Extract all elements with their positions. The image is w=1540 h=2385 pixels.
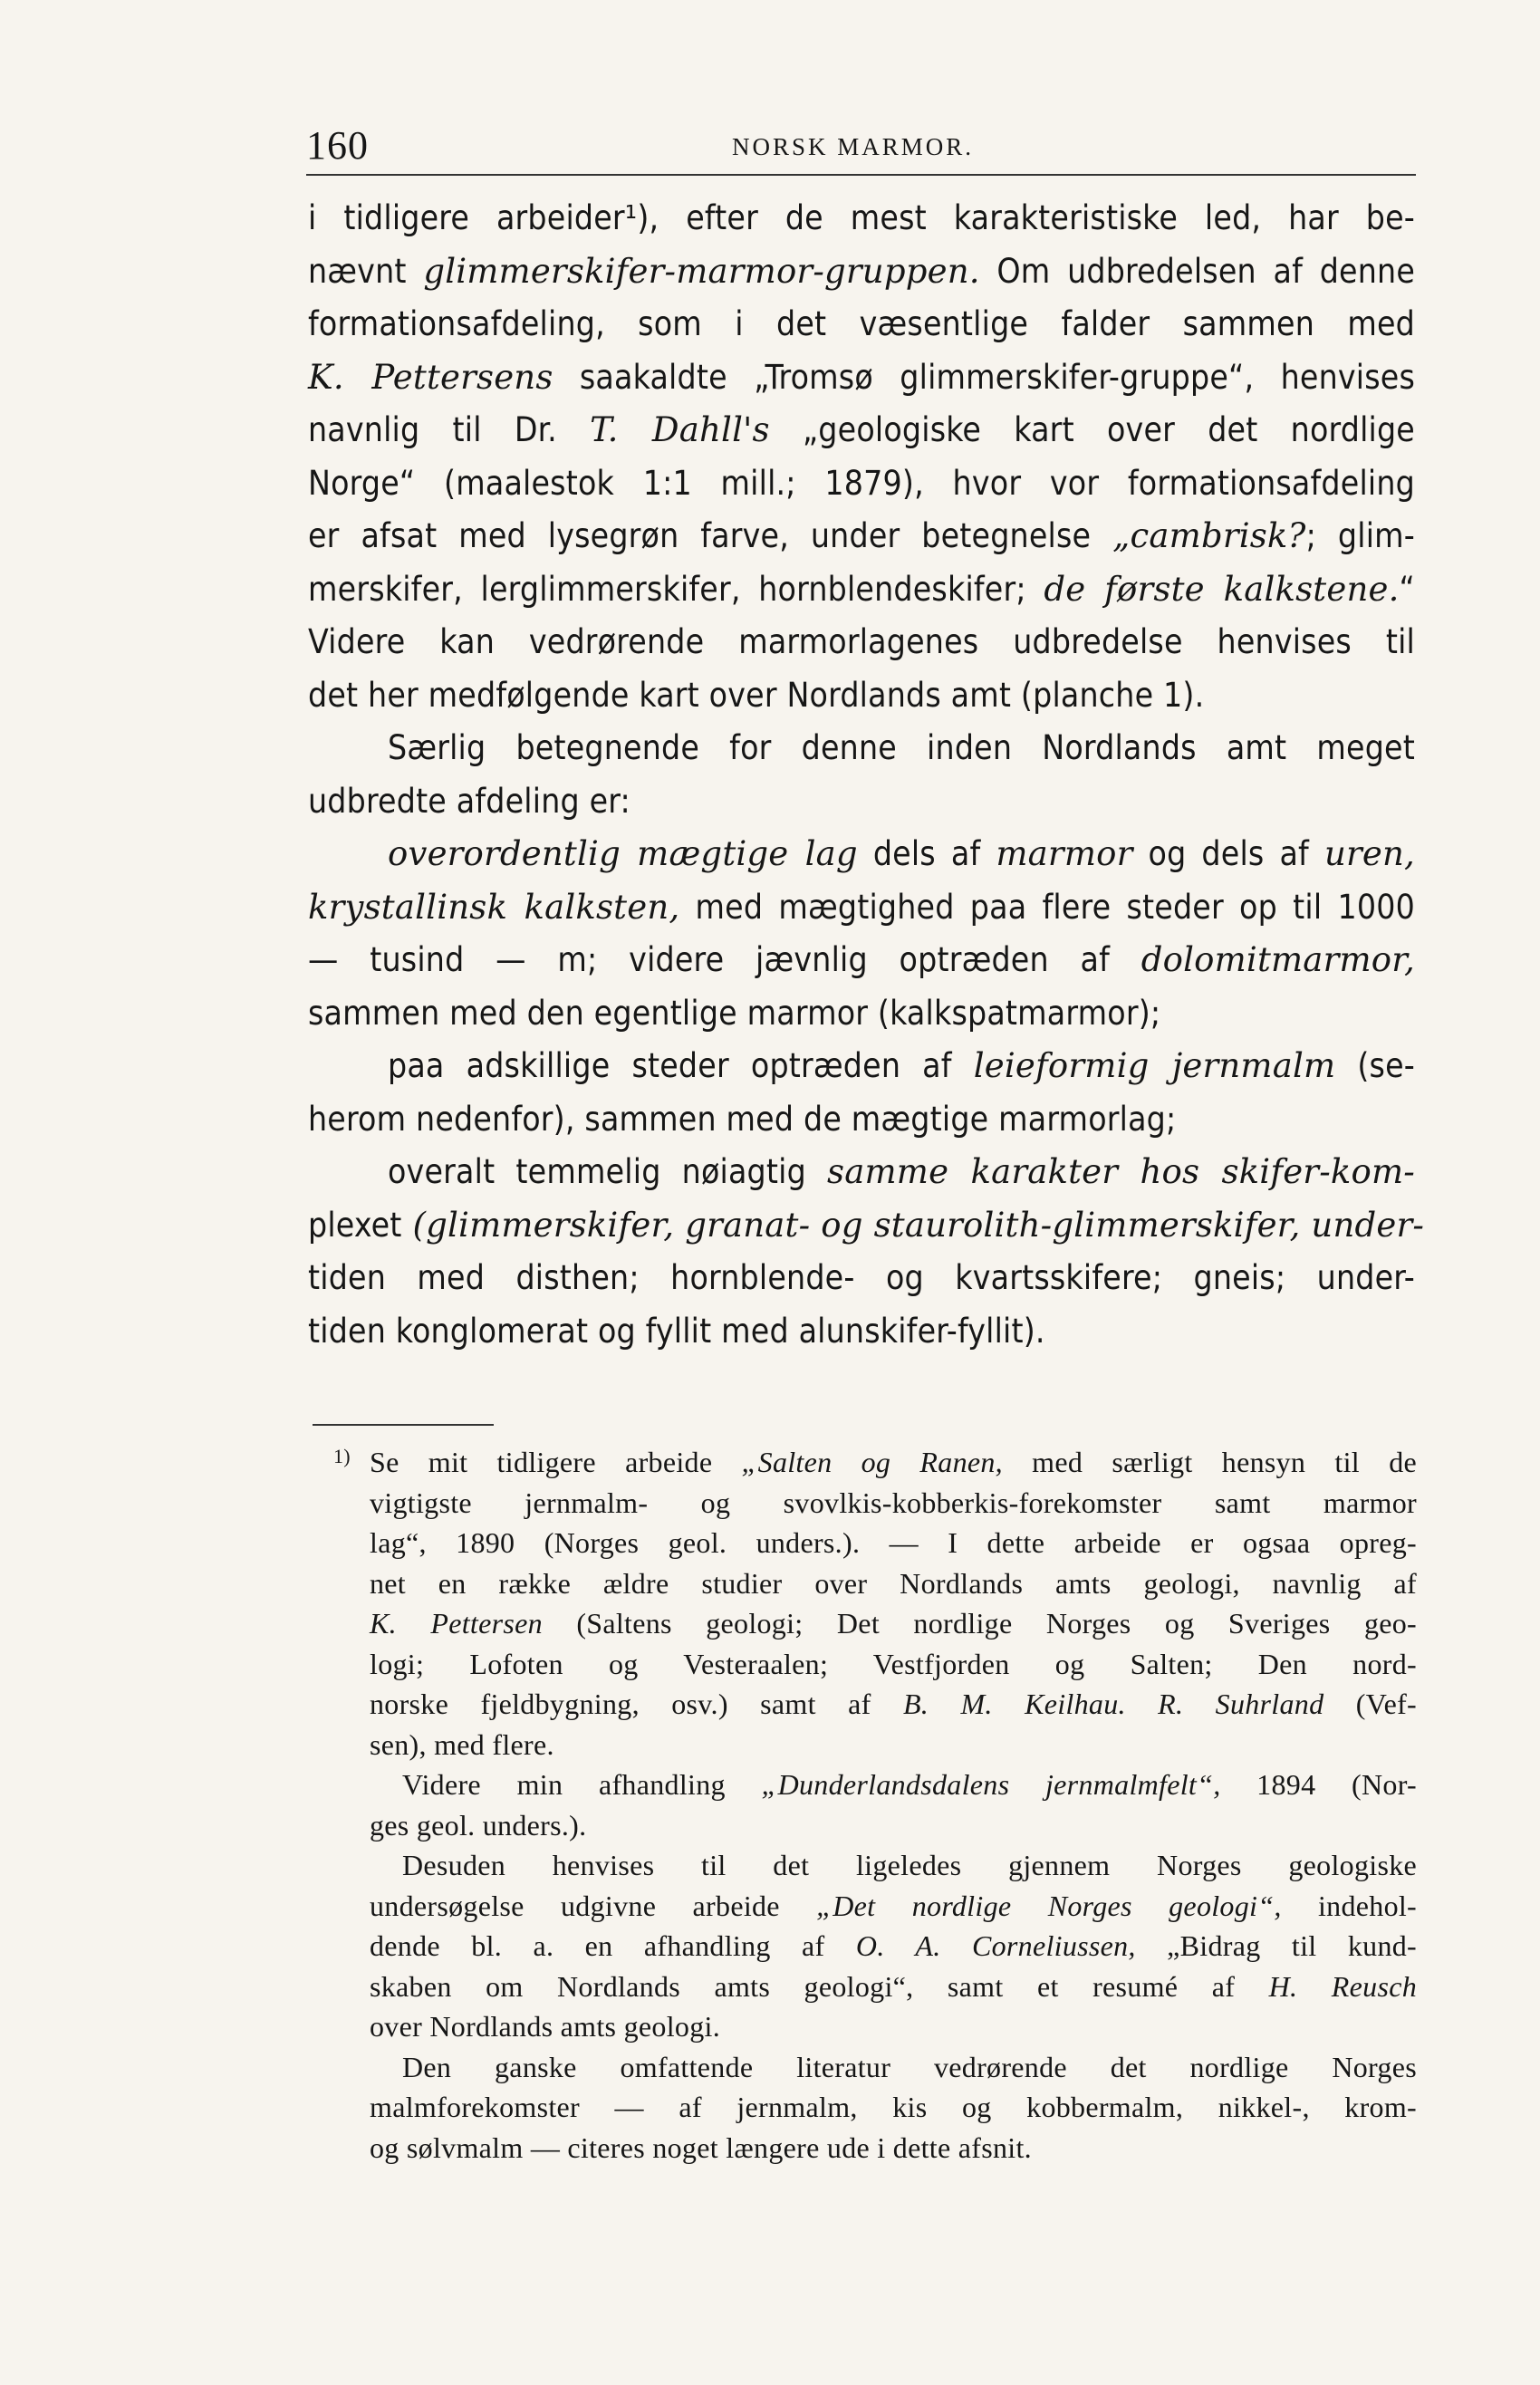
text-line: malmforekomster — af jernmalm, kis og kobbermalm, nikkel-, krom- <box>370 2091 1417 2123</box>
text-line: Se mit tidligere arbeide „Salten og Ranen, med særligt hensyn til de <box>370 1446 1417 1478</box>
body-text <box>308 192 1425 1358</box>
running-head: NORSK MARMOR. <box>732 133 975 160</box>
text-line: tiden med disthen; hornblende- og kvartsskifere; gneis; under- <box>308 1258 1415 1297</box>
paragraph-5 <box>308 1146 1425 1358</box>
text-line: dende bl. a. en afhandling af O. A. Corneliussen, „Bidrag til kund- <box>370 1929 1418 1962</box>
text-line: undersøgelse udgivne arbeide „Det nordlige Norges geologi“, indehol- <box>370 1889 1418 1922</box>
text-line: herom nedenfor), sammen med de mægtige marmorlag; <box>308 1099 1177 1139</box>
paragraph-2 <box>308 722 1415 828</box>
text-line: krystallinsk kalksten, med mægtighed paa flere steder op til 1000 <box>308 887 1415 927</box>
text-line: Den ganske omfattende literatur vedrørende det nordlige Norges <box>402 2050 1417 2083</box>
footnote-mark: 1) <box>333 1445 351 1467</box>
text-line: formationsafdeling, som i det væsentlige falder sammen med <box>308 304 1415 343</box>
text-line: sen), med flere. <box>370 1727 554 1761</box>
text-line: nævnt glimmerskifer-marmor-gruppen. Om udbredelsen af denne <box>308 251 1416 291</box>
text-line: net en række ældre studier over Nordlands amts geologi, navnlig af <box>370 1566 1417 1600</box>
text-line: logi; Lofoten og Vesteraalen; Vestfjorden og Salten; Den nord- <box>370 1647 1417 1680</box>
text-line: paa adskillige steder optræden af leieformig jernmalm (se- <box>388 1046 1415 1085</box>
text-line: lag“, 1890 (Norges geol. unders.). — I dette arbeide er ogsaa opreg- <box>370 1526 1417 1559</box>
page-number: 160 <box>306 123 369 168</box>
text-line: over Nordlands amts geologi. <box>370 2010 720 2043</box>
text-line: det her medfølgende kart over Nordlands amt (planche 1). <box>308 675 1205 715</box>
footnote-paragraph-3 <box>370 1845 1417 2047</box>
page-header <box>306 122 1416 168</box>
text-line: — tusind — m; videre jævnlig optræden af dolomitmarmor, <box>308 940 1415 979</box>
text-line: vigtigste jernmalm- og svovlkis-kobberkis-forekomster samt marmor <box>370 1486 1417 1519</box>
text-line: Videre min afhandling „Dunderlandsdalens jernmalmfelt“, 1894 (Nor- <box>402 1768 1417 1801</box>
footnote-paragraph-2 <box>370 1765 1417 1845</box>
text-line: K. Pettersen (Saltens geologi; Det nordlige Norges og Sveriges geo- <box>370 1607 1417 1640</box>
text-line: ges geol. unders.). <box>370 1808 587 1842</box>
text-line: overalt temmelig nøiagtig samme karakter hos skifer-kom- <box>388 1152 1415 1191</box>
text-line: plexet (glimmerskifer, granat- og staurolith-glimmerskifer, under- <box>308 1205 1425 1245</box>
text-line: Særlig betegnende for denne inden Nordlands amt meget <box>388 728 1415 767</box>
text-line: udbredte afdeling er: <box>308 781 630 821</box>
paragraph-1 <box>308 192 1415 722</box>
text-line: merskifer, lerglimmerskifer, hornblendeskifer; de første kalkstene.“ <box>308 569 1415 609</box>
header-rule <box>306 174 1416 176</box>
text-line: sammen med den egentlige marmor (kalkspatmarmor); <box>308 993 1161 1033</box>
text-line: Videre kan vedrørende marmorlagenes udbredelse henvises til <box>308 622 1415 661</box>
text-line: og sølvmalm — citeres noget længere ude i dette afsnit. <box>370 2130 1032 2164</box>
text-line: i tidligere arbeider¹), efter de mest karakteristiske led, har be- <box>308 198 1415 237</box>
paragraph-4 <box>308 1040 1415 1146</box>
text-line: navnlig til Dr. T. Dahll's „geologiske kart over det nordlige <box>308 410 1415 449</box>
text-line: er afsat med lysegrøn farve, under betegnelse „cambrisk?; glim- <box>308 516 1415 555</box>
text-line: overordentlig mægtige lag dels af marmor og dels af uren, <box>388 834 1415 873</box>
text-line: K. Pettersens saakaldte „Tromsø glimmerskifer-gruppe“, henvises <box>308 357 1415 397</box>
footnote-paragraph-4 <box>370 2047 1417 2169</box>
footnote-1 <box>333 1442 1417 1765</box>
paragraph-3 <box>308 828 1415 1040</box>
footnotes <box>333 1442 1418 2168</box>
footnote-1-text <box>370 1442 1417 1765</box>
text-line: Desuden henvises til det ligeledes gjennem Norges geologiske <box>402 1849 1417 1881</box>
text-line: Norge“ (maalestok 1:1 mill.; 1879), hvor vor formationsafdeling <box>308 463 1415 503</box>
text-line: skaben om Nordlands amts geologi“, samt et resumé af H. Reusch <box>370 1969 1417 2003</box>
text-line: tiden konglomerat og fyllit med alunskifer-fyllit). <box>308 1311 1045 1351</box>
footnote-rule <box>313 1424 494 1426</box>
text-line: norske fjeldbygning, osv.) samt af B. M. Keilhau. R. Suhrland (Vef- <box>370 1688 1417 1720</box>
